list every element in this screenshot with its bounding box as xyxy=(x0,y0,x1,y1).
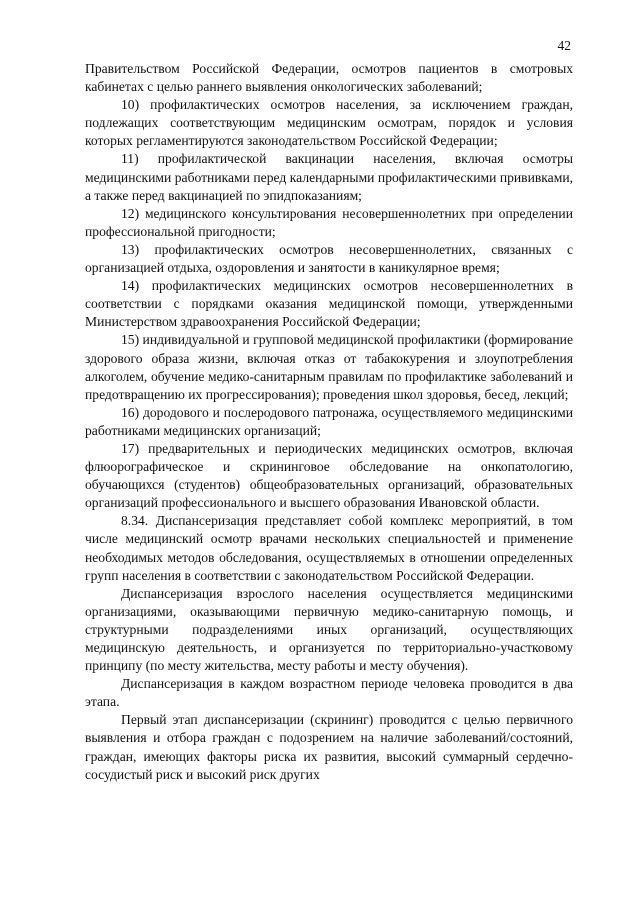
page-number: 42 xyxy=(557,38,571,53)
paragraph: 10) профилактических осмотров населения, за исключением граждан, подлежащих соответствующим медицинским осмотрам, порядок и условия которых регламентируются законодательством Российской Федерации; xyxy=(85,97,573,149)
paragraph: 11) профилактической вакцинации населения, включая осмотры медицинскими работниками перед календарными профилактическими прививками, а также перед вакцинацией по эпидпоказаниям; xyxy=(85,151,573,203)
paragraph: 14) профилактических медицинских осмотров несовершеннолетних в соответствии с порядками оказания медицинской помощи, утвержденными Министерством здравоохранения Российской Федерации; xyxy=(85,278,573,330)
paragraph: Правительством Российской Федерации, осмотров пациентов в смотровых кабинетах с целью раннего выявления онкологических заболеваний; xyxy=(85,61,573,95)
paragraph: 15) индивидуальной и групповой медицинской профилактики (формирование здорового образа жизни, включая отказ от табакокурения и злоупотребления алкоголем, обучение медико-санитарным правилам по профилактике заболеваний и предотвращению их прогрессирования); проведения школ здоровья, бесед, лекций; xyxy=(85,332,573,402)
paragraph: 12) медицинского консультирования несовершеннолетних при определении профессиональной пригодности; xyxy=(85,205,573,239)
paragraph: Диспансеризация в каждом возрастном периоде человека проводится в два этапа. xyxy=(85,676,573,710)
paragraph: 13) профилактических осмотров несовершеннолетних, связанных с организацией отдыха, оздоровления и занятости в каникулярное время; xyxy=(85,241,573,276)
paragraph: Диспансеризация взрослого населения осуществляется медицинскими организациями, оказывающими первичную медико-санитарную помощь, и структурными подразделениями иных организаций, осуществляющих медицинскую деятельность, и организуется по территориально-участковому принципу (по месту жительства, месту работы и месту обучения). xyxy=(85,585,573,674)
paragraph: 17) предварительных и периодических медицинских осмотров, включая флюорографическое и скрининговое обследование на онкопатологию, обучающихся (студентов) общеобразовательных организаций, образовательных организаций профессионального и высшего образования Ивановской области. xyxy=(85,440,573,511)
paragraph: 16) дородового и послеродового патронажа, осуществляемого медицинскими работниками медицинских организаций; xyxy=(85,404,573,438)
paragraph: Первый этап диспансеризации (скрининг) проводится с целью первичного выявления и отбора граждан с подозрением на наличие заболеваний/состояний, граждан, имеющих факторы риска их развития, высокий суммарный сердечно-сосудистый риск и высокий риск других xyxy=(85,712,573,782)
document-body xyxy=(85,60,573,784)
paragraph: 8.34. Диспансеризация представляет собой комплекс мероприятий, в том числе медицинский осмотр врачами нескольких специальностей и применение необходимых методов обследования, осуществляемых в отношении определенных групп населения в соответствии с законодательством Российской Федерации. xyxy=(85,513,573,583)
